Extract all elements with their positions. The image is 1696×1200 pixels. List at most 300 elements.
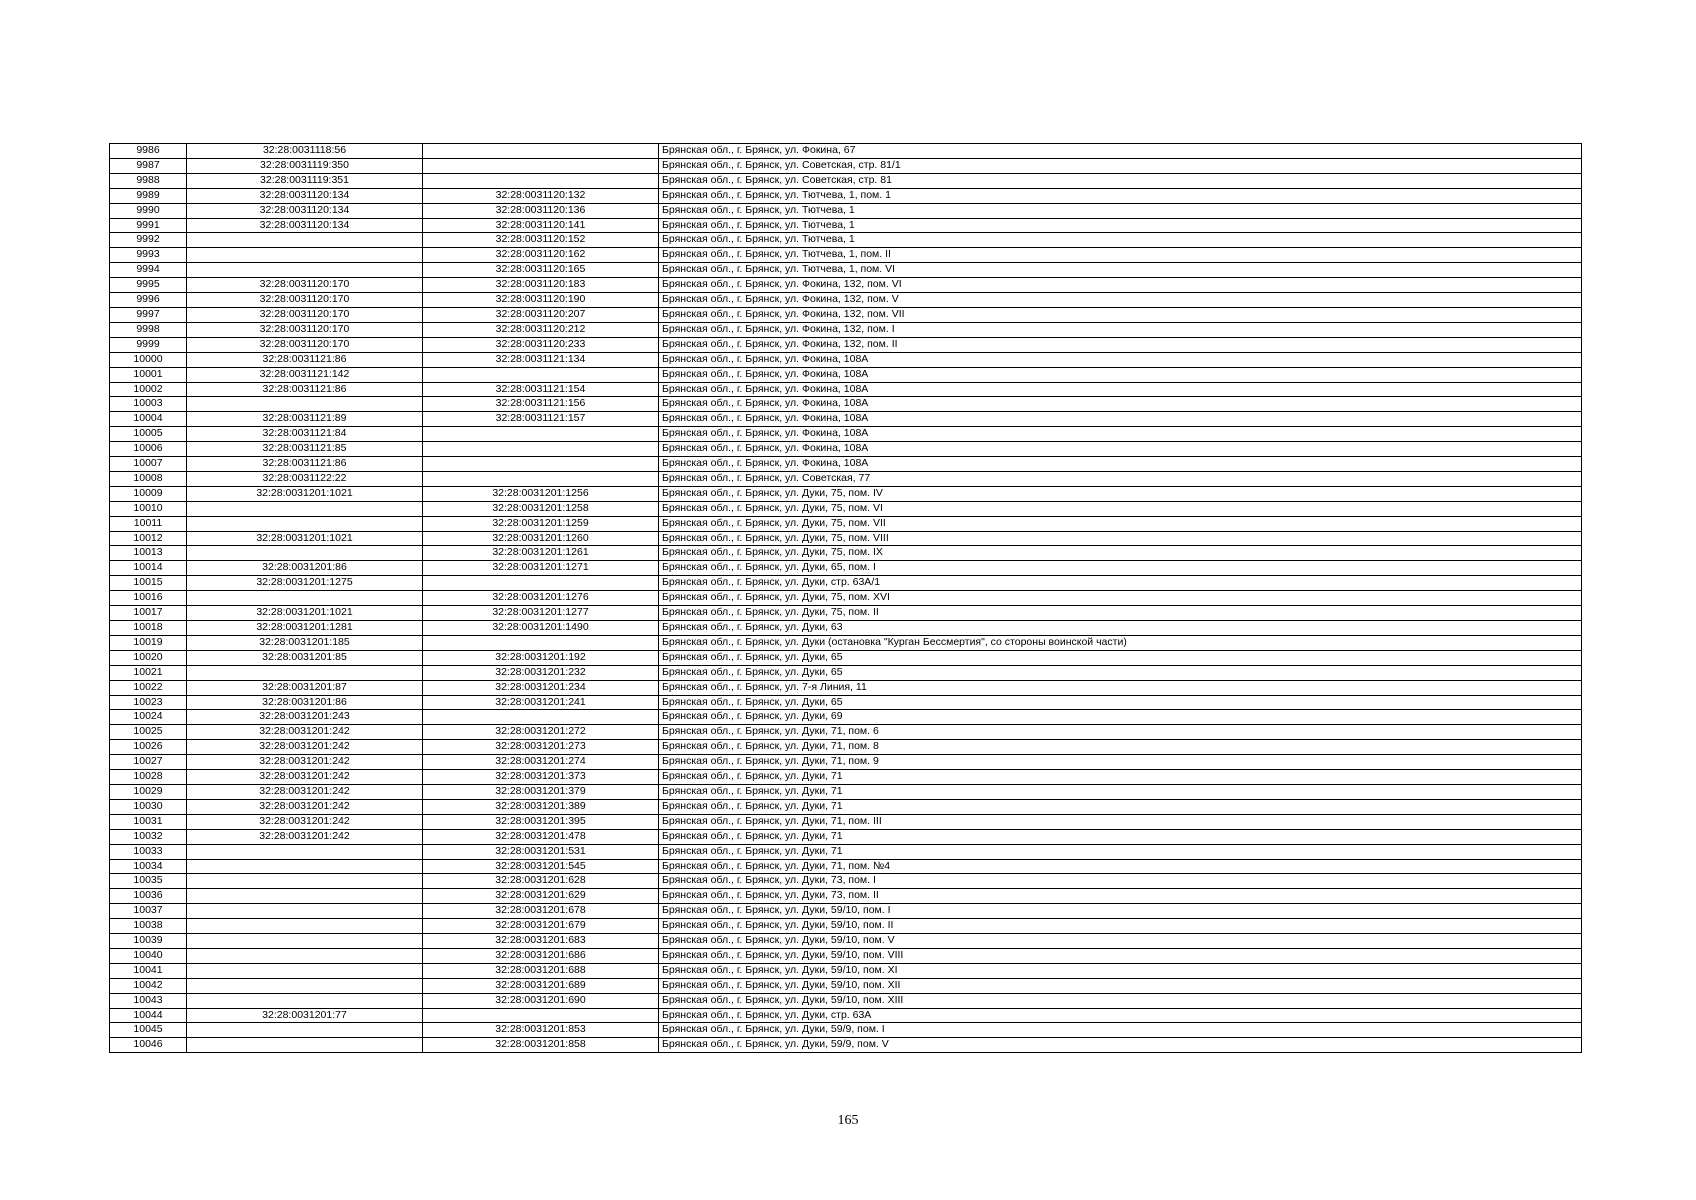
address-cell: Брянская обл., г. Брянск, ул. Дуки, 71 bbox=[659, 829, 1582, 844]
table-row bbox=[110, 621, 1582, 636]
row-number-cell: 10000 bbox=[110, 352, 187, 367]
row-number-cell: 9988 bbox=[110, 173, 187, 188]
parcel-cadastral-number-cell: 32:28:0031201:242 bbox=[187, 799, 423, 814]
table-row bbox=[110, 784, 1582, 799]
parcel-cadastral-number-cell bbox=[187, 665, 423, 680]
building-cadastral-number-cell: 32:28:0031201:545 bbox=[423, 859, 659, 874]
row-number-cell: 9997 bbox=[110, 307, 187, 322]
row-number-cell: 9992 bbox=[110, 233, 187, 248]
address-cell: Брянская обл., г. Брянск, ул. Дуки, 59/9, пом. I bbox=[659, 1023, 1582, 1038]
table-row bbox=[110, 516, 1582, 531]
address-cell: Брянская обл., г. Брянск, ул. Фокина, 108А bbox=[659, 382, 1582, 397]
building-cadastral-number-cell: 32:28:0031201:395 bbox=[423, 814, 659, 829]
parcel-cadastral-number-cell bbox=[187, 233, 423, 248]
building-cadastral-number-cell: 32:28:0031201:688 bbox=[423, 963, 659, 978]
table-row bbox=[110, 203, 1582, 218]
parcel-cadastral-number-cell bbox=[187, 889, 423, 904]
building-cadastral-number-cell: 32:28:0031201:1259 bbox=[423, 516, 659, 531]
table-row bbox=[110, 263, 1582, 278]
building-cadastral-number-cell bbox=[423, 144, 659, 159]
address-cell: Брянская обл., г. Брянск, ул. Дуки, 75, пом. IV bbox=[659, 486, 1582, 501]
parcel-cadastral-number-cell: 32:28:0031201:242 bbox=[187, 829, 423, 844]
table-row bbox=[110, 874, 1582, 889]
table-row bbox=[110, 948, 1582, 963]
row-number-cell: 10021 bbox=[110, 665, 187, 680]
row-number-cell: 10033 bbox=[110, 844, 187, 859]
parcel-cadastral-number-cell: 32:28:0031121:86 bbox=[187, 457, 423, 472]
table-row bbox=[110, 635, 1582, 650]
address-cell: Брянская обл., г. Брянск, ул. Дуки, 59/9, пом. V bbox=[659, 1038, 1582, 1053]
address-cell: Брянская обл., г. Брянск, ул. Дуки, 75, пом. XVI bbox=[659, 591, 1582, 606]
row-number-cell: 10017 bbox=[110, 606, 187, 621]
row-number-cell: 10026 bbox=[110, 740, 187, 755]
parcel-cadastral-number-cell: 32:28:0031120:170 bbox=[187, 307, 423, 322]
table-row bbox=[110, 397, 1582, 412]
parcel-cadastral-number-cell: 32:28:0031201:1275 bbox=[187, 576, 423, 591]
parcel-cadastral-number-cell: 32:28:0031201:1281 bbox=[187, 621, 423, 636]
table-row bbox=[110, 218, 1582, 233]
row-number-cell: 10032 bbox=[110, 829, 187, 844]
table-row bbox=[110, 844, 1582, 859]
table-row bbox=[110, 427, 1582, 442]
parcel-cadastral-number-cell bbox=[187, 844, 423, 859]
parcel-cadastral-number-cell: 32:28:0031122:22 bbox=[187, 471, 423, 486]
table-row bbox=[110, 1008, 1582, 1023]
address-cell: Брянская обл., г. Брянск, ул. Дуки, 59/10, пом. I bbox=[659, 904, 1582, 919]
table-row bbox=[110, 233, 1582, 248]
building-cadastral-number-cell: 32:28:0031121:157 bbox=[423, 412, 659, 427]
parcel-cadastral-number-cell: 32:28:0031201:242 bbox=[187, 770, 423, 785]
address-cell: Брянская обл., г. Брянск, ул. Дуки, 71 bbox=[659, 844, 1582, 859]
address-cell: Брянская обл., г. Брянск, ул. Дуки, 71, пом. 9 bbox=[659, 755, 1582, 770]
row-number-cell: 10031 bbox=[110, 814, 187, 829]
parcel-cadastral-number-cell: 32:28:0031121:84 bbox=[187, 427, 423, 442]
address-cell: Брянская обл., г. Брянск, ул. Тютчева, 1, пом. 1 bbox=[659, 188, 1582, 203]
building-cadastral-number-cell: 32:28:0031201:678 bbox=[423, 904, 659, 919]
building-cadastral-number-cell: 32:28:0031120:190 bbox=[423, 293, 659, 308]
building-cadastral-number-cell: 32:28:0031120:132 bbox=[423, 188, 659, 203]
address-cell: Брянская обл., г. Брянск, ул. Тютчева, 1, пом. VI bbox=[659, 263, 1582, 278]
address-cell: Брянская обл., г. Брянск, ул. Дуки, 75, пом. IX bbox=[659, 546, 1582, 561]
row-number-cell: 10011 bbox=[110, 516, 187, 531]
building-cadastral-number-cell: 32:28:0031120:162 bbox=[423, 248, 659, 263]
table-row bbox=[110, 486, 1582, 501]
address-cell: Брянская обл., г. Брянск, ул. Фокина, 108А bbox=[659, 397, 1582, 412]
building-cadastral-number-cell: 32:28:0031201:1258 bbox=[423, 501, 659, 516]
row-number-cell: 10046 bbox=[110, 1038, 187, 1053]
table-row bbox=[110, 1023, 1582, 1038]
building-cadastral-number-cell: 32:28:0031201:686 bbox=[423, 948, 659, 963]
table-row bbox=[110, 695, 1582, 710]
row-number-cell: 10043 bbox=[110, 993, 187, 1008]
parcel-cadastral-number-cell bbox=[187, 1023, 423, 1038]
parcel-cadastral-number-cell: 32:28:0031120:134 bbox=[187, 203, 423, 218]
address-cell: Брянская обл., г. Брянск, ул. Дуки, 59/10, пом. XI bbox=[659, 963, 1582, 978]
parcel-cadastral-number-cell bbox=[187, 859, 423, 874]
parcel-cadastral-number-cell bbox=[187, 263, 423, 278]
parcel-cadastral-number-cell: 32:28:0031201:77 bbox=[187, 1008, 423, 1023]
building-cadastral-number-cell: 32:28:0031120:141 bbox=[423, 218, 659, 233]
table-row bbox=[110, 993, 1582, 1008]
table-row bbox=[110, 561, 1582, 576]
address-cell: Брянская обл., г. Брянск, ул. Дуки, стр. 63А bbox=[659, 1008, 1582, 1023]
row-number-cell: 10039 bbox=[110, 934, 187, 949]
table-row bbox=[110, 278, 1582, 293]
row-number-cell: 10022 bbox=[110, 680, 187, 695]
parcel-cadastral-number-cell: 32:28:0031120:134 bbox=[187, 218, 423, 233]
row-number-cell: 10023 bbox=[110, 695, 187, 710]
row-number-cell: 10038 bbox=[110, 919, 187, 934]
building-cadastral-number-cell: 32:28:0031201:628 bbox=[423, 874, 659, 889]
table-row bbox=[110, 606, 1582, 621]
table-row bbox=[110, 665, 1582, 680]
address-cell: Брянская обл., г. Брянск, ул. Дуки, 59/10, пом. VIII bbox=[659, 948, 1582, 963]
address-cell: Брянская обл., г. Брянск, ул. Тютчева, 1, пом. II bbox=[659, 248, 1582, 263]
building-cadastral-number-cell: 32:28:0031201:232 bbox=[423, 665, 659, 680]
address-cell: Брянская обл., г. Брянск, ул. Дуки, 71, пом. 8 bbox=[659, 740, 1582, 755]
building-cadastral-number-cell: 32:28:0031201:858 bbox=[423, 1038, 659, 1053]
table-row bbox=[110, 442, 1582, 457]
row-number-cell: 10035 bbox=[110, 874, 187, 889]
parcel-cadastral-number-cell bbox=[187, 993, 423, 1008]
table-row bbox=[110, 1038, 1582, 1053]
row-number-cell: 10018 bbox=[110, 621, 187, 636]
row-number-cell: 10036 bbox=[110, 889, 187, 904]
table-row bbox=[110, 471, 1582, 486]
address-cell: Брянская обл., г. Брянск, ул. Фокина, 132, пом. V bbox=[659, 293, 1582, 308]
row-number-cell: 9994 bbox=[110, 263, 187, 278]
address-cell: Брянская обл., г. Брянск, ул. Фокина, 108А bbox=[659, 367, 1582, 382]
row-number-cell: 10012 bbox=[110, 531, 187, 546]
building-cadastral-number-cell bbox=[423, 457, 659, 472]
table-row bbox=[110, 740, 1582, 755]
row-number-cell: 10003 bbox=[110, 397, 187, 412]
row-number-cell: 9989 bbox=[110, 188, 187, 203]
parcel-cadastral-number-cell: 32:28:0031201:1021 bbox=[187, 531, 423, 546]
building-cadastral-number-cell: 32:28:0031201:1271 bbox=[423, 561, 659, 576]
row-number-cell: 10027 bbox=[110, 755, 187, 770]
row-number-cell: 9998 bbox=[110, 322, 187, 337]
row-number-cell: 10028 bbox=[110, 770, 187, 785]
table-row bbox=[110, 889, 1582, 904]
address-cell: Брянская обл., г. Брянск, ул. Фокина, 132, пом. I bbox=[659, 322, 1582, 337]
address-cell: Брянская обл., г. Брянск, ул. Дуки, 69 bbox=[659, 710, 1582, 725]
parcel-cadastral-number-cell: 32:28:0031121:85 bbox=[187, 442, 423, 457]
parcel-cadastral-number-cell bbox=[187, 934, 423, 949]
row-number-cell: 10044 bbox=[110, 1008, 187, 1023]
parcel-cadastral-number-cell: 32:28:0031120:170 bbox=[187, 337, 423, 352]
parcel-cadastral-number-cell: 32:28:0031120:170 bbox=[187, 322, 423, 337]
parcel-cadastral-number-cell: 32:28:0031201:86 bbox=[187, 561, 423, 576]
address-cell: Брянская обл., г. Брянск, ул. 7-я Линия, 11 bbox=[659, 680, 1582, 695]
building-cadastral-number-cell: 32:28:0031120:207 bbox=[423, 307, 659, 322]
address-cell: Брянская обл., г. Брянск, ул. Дуки, 59/10, пом. II bbox=[659, 919, 1582, 934]
building-cadastral-number-cell bbox=[423, 442, 659, 457]
parcel-cadastral-number-cell bbox=[187, 516, 423, 531]
table-row bbox=[110, 591, 1582, 606]
parcel-cadastral-number-cell: 32:28:0031118:56 bbox=[187, 144, 423, 159]
table-row bbox=[110, 188, 1582, 203]
row-number-cell: 9996 bbox=[110, 293, 187, 308]
table-row bbox=[110, 859, 1582, 874]
parcel-cadastral-number-cell: 32:28:0031201:243 bbox=[187, 710, 423, 725]
row-number-cell: 9991 bbox=[110, 218, 187, 233]
address-cell: Брянская обл., г. Брянск, ул. Дуки, 71 bbox=[659, 770, 1582, 785]
building-cadastral-number-cell bbox=[423, 158, 659, 173]
row-number-cell: 10007 bbox=[110, 457, 187, 472]
parcel-cadastral-number-cell bbox=[187, 919, 423, 934]
building-cadastral-number-cell bbox=[423, 710, 659, 725]
table-row bbox=[110, 546, 1582, 561]
building-cadastral-number-cell: 32:28:0031201:1260 bbox=[423, 531, 659, 546]
table-row bbox=[110, 337, 1582, 352]
table-row bbox=[110, 725, 1582, 740]
parcel-cadastral-number-cell bbox=[187, 546, 423, 561]
parcel-cadastral-number-cell bbox=[187, 948, 423, 963]
building-cadastral-number-cell: 32:28:0031201:531 bbox=[423, 844, 659, 859]
table-row bbox=[110, 829, 1582, 844]
table-row bbox=[110, 412, 1582, 427]
address-cell: Брянская обл., г. Брянск, ул. Дуки, 73, пом. II bbox=[659, 889, 1582, 904]
parcel-cadastral-number-cell: 32:28:0031120:170 bbox=[187, 293, 423, 308]
parcel-cadastral-number-cell: 32:28:0031201:185 bbox=[187, 635, 423, 650]
building-cadastral-number-cell bbox=[423, 471, 659, 486]
row-number-cell: 10001 bbox=[110, 367, 187, 382]
table-row bbox=[110, 755, 1582, 770]
table-row bbox=[110, 770, 1582, 785]
address-cell: Брянская обл., г. Брянск, ул. Дуки, 73, пом. I bbox=[659, 874, 1582, 889]
address-cell: Брянская обл., г. Брянск, ул. Фокина, 108А bbox=[659, 457, 1582, 472]
parcel-cadastral-number-cell: 32:28:0031120:134 bbox=[187, 188, 423, 203]
parcel-cadastral-number-cell bbox=[187, 397, 423, 412]
building-cadastral-number-cell: 32:28:0031201:192 bbox=[423, 650, 659, 665]
parcel-cadastral-number-cell: 32:28:0031201:86 bbox=[187, 695, 423, 710]
table-row bbox=[110, 382, 1582, 397]
table-row bbox=[110, 710, 1582, 725]
building-cadastral-number-cell: 32:28:0031201:1277 bbox=[423, 606, 659, 621]
address-cell: Брянская обл., г. Брянск, ул. Советская, 77 bbox=[659, 471, 1582, 486]
table-row bbox=[110, 457, 1582, 472]
parcel-cadastral-number-cell: 32:28:0031119:351 bbox=[187, 173, 423, 188]
table-row bbox=[110, 978, 1582, 993]
building-cadastral-number-cell: 32:28:0031201:689 bbox=[423, 978, 659, 993]
building-cadastral-number-cell bbox=[423, 367, 659, 382]
building-cadastral-number-cell: 32:28:0031201:690 bbox=[423, 993, 659, 1008]
row-number-cell: 9999 bbox=[110, 337, 187, 352]
row-number-cell: 10016 bbox=[110, 591, 187, 606]
building-cadastral-number-cell: 32:28:0031201:373 bbox=[423, 770, 659, 785]
row-number-cell: 10042 bbox=[110, 978, 187, 993]
parcel-cadastral-number-cell: 32:28:0031121:86 bbox=[187, 382, 423, 397]
building-cadastral-number-cell: 32:28:0031201:241 bbox=[423, 695, 659, 710]
address-cell: Брянская обл., г. Брянск, ул. Фокина, 67 bbox=[659, 144, 1582, 159]
building-cadastral-number-cell: 32:28:0031201:273 bbox=[423, 740, 659, 755]
parcel-cadastral-number-cell: 32:28:0031201:87 bbox=[187, 680, 423, 695]
row-number-cell: 10019 bbox=[110, 635, 187, 650]
building-cadastral-number-cell: 32:28:0031201:379 bbox=[423, 784, 659, 799]
address-cell: Брянская обл., г. Брянск, ул. Фокина, 132, пом. VII bbox=[659, 307, 1582, 322]
row-number-cell: 10010 bbox=[110, 501, 187, 516]
parcel-cadastral-number-cell: 32:28:0031121:142 bbox=[187, 367, 423, 382]
table-row bbox=[110, 501, 1582, 516]
parcel-cadastral-number-cell: 32:28:0031201:1021 bbox=[187, 606, 423, 621]
row-number-cell: 9987 bbox=[110, 158, 187, 173]
parcel-cadastral-number-cell: 32:28:0031201:242 bbox=[187, 740, 423, 755]
parcel-cadastral-number-cell: 32:28:0031201:85 bbox=[187, 650, 423, 665]
parcel-cadastral-number-cell bbox=[187, 591, 423, 606]
building-cadastral-number-cell: 32:28:0031121:134 bbox=[423, 352, 659, 367]
building-cadastral-number-cell: 32:28:0031121:154 bbox=[423, 382, 659, 397]
building-cadastral-number-cell: 32:28:0031201:478 bbox=[423, 829, 659, 844]
row-number-cell: 10005 bbox=[110, 427, 187, 442]
building-cadastral-number-cell: 32:28:0031201:1490 bbox=[423, 621, 659, 636]
parcel-cadastral-number-cell: 32:28:0031201:242 bbox=[187, 725, 423, 740]
address-cell: Брянская обл., г. Брянск, ул. Фокина, 132, пом. II bbox=[659, 337, 1582, 352]
row-number-cell: 10004 bbox=[110, 412, 187, 427]
building-cadastral-number-cell: 32:28:0031201:853 bbox=[423, 1023, 659, 1038]
row-number-cell: 10024 bbox=[110, 710, 187, 725]
page-number: 165 bbox=[837, 1113, 859, 1128]
table-row bbox=[110, 307, 1582, 322]
address-cell: Брянская обл., г. Брянск, ул. Дуки, 75, пом. VIII bbox=[659, 531, 1582, 546]
building-cadastral-number-cell: 32:28:0031201:389 bbox=[423, 799, 659, 814]
row-number-cell: 9990 bbox=[110, 203, 187, 218]
address-cell: Брянская обл., г. Брянск, ул. Тютчева, 1 bbox=[659, 203, 1582, 218]
row-number-cell: 9986 bbox=[110, 144, 187, 159]
parcel-cadastral-number-cell: 32:28:0031121:86 bbox=[187, 352, 423, 367]
building-cadastral-number-cell: 32:28:0031120:152 bbox=[423, 233, 659, 248]
building-cadastral-number-cell bbox=[423, 635, 659, 650]
row-number-cell: 10025 bbox=[110, 725, 187, 740]
table-row bbox=[110, 576, 1582, 591]
table-row bbox=[110, 799, 1582, 814]
row-number-cell: 10020 bbox=[110, 650, 187, 665]
address-cell: Брянская обл., г. Брянск, ул. Советская, стр. 81/1 bbox=[659, 158, 1582, 173]
address-cell: Брянская обл., г. Брянск, ул. Дуки, 71 bbox=[659, 799, 1582, 814]
building-cadastral-number-cell: 32:28:0031201:1256 bbox=[423, 486, 659, 501]
building-cadastral-number-cell: 32:28:0031120:136 bbox=[423, 203, 659, 218]
parcel-cadastral-number-cell bbox=[187, 248, 423, 263]
building-cadastral-number-cell: 32:28:0031201:1276 bbox=[423, 591, 659, 606]
row-number-cell: 9995 bbox=[110, 278, 187, 293]
table-row bbox=[110, 173, 1582, 188]
address-cell: Брянская обл., г. Брянск, ул. Дуки, 59/10, пом. V bbox=[659, 934, 1582, 949]
row-number-cell: 10014 bbox=[110, 561, 187, 576]
building-cadastral-number-cell: 32:28:0031120:233 bbox=[423, 337, 659, 352]
address-cell: Брянская обл., г. Брянск, ул. Тютчева, 1 bbox=[659, 218, 1582, 233]
row-number-cell: 10009 bbox=[110, 486, 187, 501]
address-cell: Брянская обл., г. Брянск, ул. Фокина, 108А bbox=[659, 442, 1582, 457]
address-cell: Брянская обл., г. Брянск, ул. Дуки, 71, пом. №4 bbox=[659, 859, 1582, 874]
building-cadastral-number-cell bbox=[423, 173, 659, 188]
building-cadastral-number-cell: 32:28:0031120:183 bbox=[423, 278, 659, 293]
building-cadastral-number-cell: 32:28:0031201:683 bbox=[423, 934, 659, 949]
parcel-cadastral-number-cell: 32:28:0031121:89 bbox=[187, 412, 423, 427]
address-cell: Брянская обл., г. Брянск, ул. Дуки, 71, пом. 6 bbox=[659, 725, 1582, 740]
address-cell: Брянская обл., г. Брянск, ул. Дуки, стр. 63А/1 bbox=[659, 576, 1582, 591]
row-number-cell: 10002 bbox=[110, 382, 187, 397]
address-cell: Брянская обл., г. Брянск, ул. Дуки, 71 bbox=[659, 784, 1582, 799]
address-cell: Брянская обл., г. Брянск, ул. Дуки, 65, пом. I bbox=[659, 561, 1582, 576]
address-cell: Брянская обл., г. Брянск, ул. Дуки, 59/10, пом. XIII bbox=[659, 993, 1582, 1008]
building-cadastral-number-cell: 32:28:0031201:1261 bbox=[423, 546, 659, 561]
table-row bbox=[110, 531, 1582, 546]
parcel-cadastral-number-cell: 32:28:0031119:350 bbox=[187, 158, 423, 173]
table-row bbox=[110, 904, 1582, 919]
address-cell: Брянская обл., г. Брянск, ул. Дуки, 75, пом. VII bbox=[659, 516, 1582, 531]
address-cell: Брянская обл., г. Брянск, ул. Тютчева, 1 bbox=[659, 233, 1582, 248]
building-cadastral-number-cell: 32:28:0031120:165 bbox=[423, 263, 659, 278]
parcel-cadastral-number-cell bbox=[187, 963, 423, 978]
table-row bbox=[110, 293, 1582, 308]
parcel-cadastral-number-cell bbox=[187, 978, 423, 993]
building-cadastral-number-cell bbox=[423, 1008, 659, 1023]
parcel-cadastral-number-cell: 32:28:0031201:242 bbox=[187, 755, 423, 770]
table-row bbox=[110, 144, 1582, 159]
address-cell: Брянская обл., г. Брянск, ул. Дуки, 65 bbox=[659, 665, 1582, 680]
building-cadastral-number-cell: 32:28:0031201:234 bbox=[423, 680, 659, 695]
address-cell: Брянская обл., г. Брянск, ул. Дуки, 75, пом. II bbox=[659, 606, 1582, 621]
row-number-cell: 9993 bbox=[110, 248, 187, 263]
parcel-cadastral-number-cell: 32:28:0031201:1021 bbox=[187, 486, 423, 501]
address-cell: Брянская обл., г. Брянск, ул. Дуки, 63 bbox=[659, 621, 1582, 636]
row-number-cell: 10041 bbox=[110, 963, 187, 978]
address-cell: Брянская обл., г. Брянск, ул. Фокина, 108А bbox=[659, 427, 1582, 442]
parcel-cadastral-number-cell bbox=[187, 1038, 423, 1053]
table-row bbox=[110, 680, 1582, 695]
address-cell: Брянская обл., г. Брянск, ул. Дуки, 65 bbox=[659, 650, 1582, 665]
table-row bbox=[110, 367, 1582, 382]
table-row bbox=[110, 934, 1582, 949]
building-cadastral-number-cell: 32:28:0031201:629 bbox=[423, 889, 659, 904]
parcel-cadastral-number-cell bbox=[187, 874, 423, 889]
table-row bbox=[110, 248, 1582, 263]
building-cadastral-number-cell bbox=[423, 576, 659, 591]
row-number-cell: 10030 bbox=[110, 799, 187, 814]
row-number-cell: 10034 bbox=[110, 859, 187, 874]
table-row bbox=[110, 352, 1582, 367]
table-row bbox=[110, 158, 1582, 173]
row-number-cell: 10008 bbox=[110, 471, 187, 486]
row-number-cell: 10013 bbox=[110, 546, 187, 561]
parcel-cadastral-number-cell bbox=[187, 501, 423, 516]
building-cadastral-number-cell: 32:28:0031201:274 bbox=[423, 755, 659, 770]
parcel-cadastral-number-cell: 32:28:0031201:242 bbox=[187, 784, 423, 799]
parcel-cadastral-number-cell: 32:28:0031201:242 bbox=[187, 814, 423, 829]
building-cadastral-number-cell bbox=[423, 427, 659, 442]
table-row bbox=[110, 650, 1582, 665]
table-row bbox=[110, 814, 1582, 829]
building-cadastral-number-cell: 32:28:0031201:679 bbox=[423, 919, 659, 934]
address-cell: Брянская обл., г. Брянск, ул. Дуки, 65 bbox=[659, 695, 1582, 710]
row-number-cell: 10006 bbox=[110, 442, 187, 457]
parcel-cadastral-number-cell: 32:28:0031120:170 bbox=[187, 278, 423, 293]
row-number-cell: 10040 bbox=[110, 948, 187, 963]
address-cell: Брянская обл., г. Брянск, ул. Дуки (остановка "Курган Бессмертия", со стороны воинской части) bbox=[659, 635, 1582, 650]
row-number-cell: 10015 bbox=[110, 576, 187, 591]
row-number-cell: 10045 bbox=[110, 1023, 187, 1038]
address-cell: Брянская обл., г. Брянск, ул. Советская, стр. 81 bbox=[659, 173, 1582, 188]
parcel-cadastral-number-cell bbox=[187, 904, 423, 919]
row-number-cell: 10029 bbox=[110, 784, 187, 799]
table-row bbox=[110, 919, 1582, 934]
address-cell: Брянская обл., г. Брянск, ул. Дуки, 59/10, пом. XII bbox=[659, 978, 1582, 993]
address-cell: Брянская обл., г. Брянск, ул. Дуки, 71, пом. III bbox=[659, 814, 1582, 829]
table-row bbox=[110, 963, 1582, 978]
address-cell: Брянская обл., г. Брянск, ул. Дуки, 75, пом. VI bbox=[659, 501, 1582, 516]
registry-table bbox=[109, 143, 1582, 1053]
address-cell: Брянская обл., г. Брянск, ул. Фокина, 108А bbox=[659, 412, 1582, 427]
